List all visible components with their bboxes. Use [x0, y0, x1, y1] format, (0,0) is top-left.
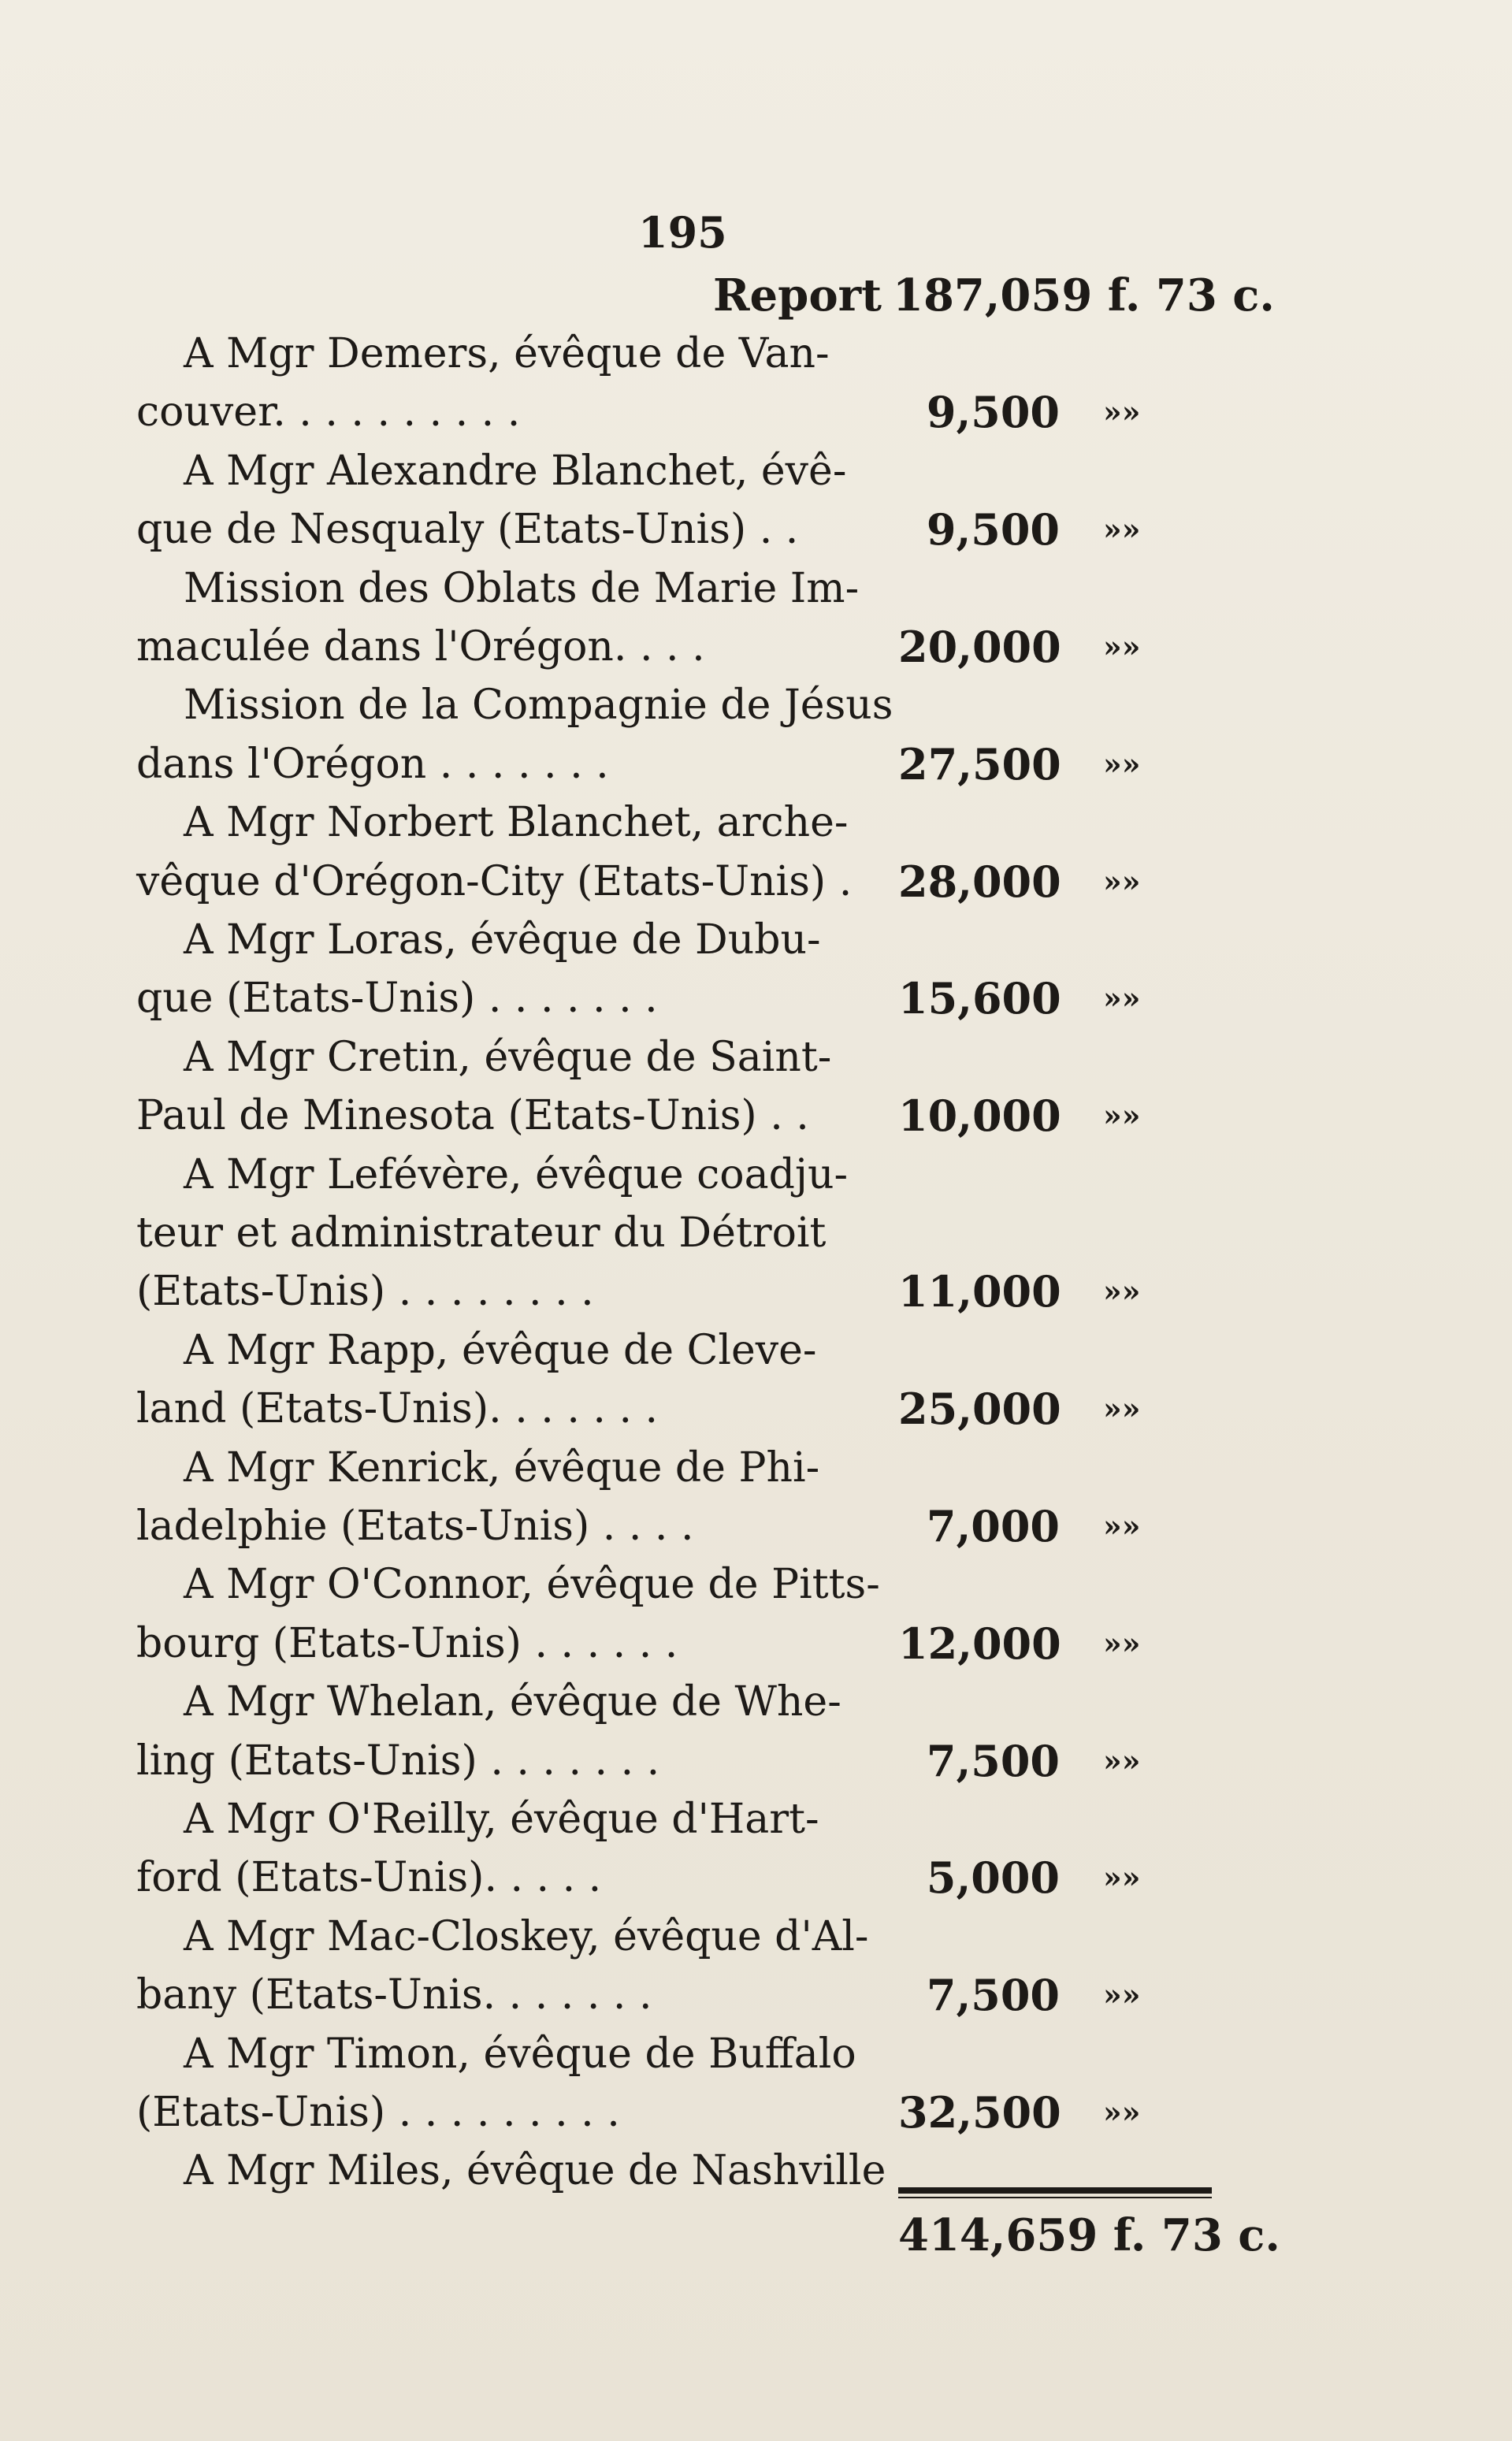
entry-text-line: Paul de Minesota (Etats-Unis) . .: [136, 1092, 809, 1140]
entry-text-line: (Etats-Unis) . . . . . . . .: [136, 1268, 594, 1316]
entry-amount: 7,500: [926, 1735, 1060, 1786]
entry-text-line: A Mgr Cretin, évêque de Saint-: [184, 1033, 832, 1081]
entry-amount: 7,500: [926, 1970, 1060, 2021]
entry-unit: »»: [1103, 1625, 1141, 1661]
total-rule: [898, 2187, 1212, 2194]
entry-text-line: bany (Etats-Unis. . . . . . .: [136, 1971, 652, 2019]
entry-text-line: A Mgr Kenrick, évêque de Phi-: [184, 1443, 820, 1492]
entry-text-line: que (Etats-Unis) . . . . . . .: [136, 975, 658, 1023]
entry-unit: »»: [1103, 863, 1141, 899]
entry-amount: 15,600: [898, 973, 1061, 1024]
entry-text-line: que de Nesqualy (Etats-Unis) . .: [136, 506, 799, 554]
entry-text-line: bourg (Etats-Unis) . . . . . .: [136, 1619, 678, 1667]
entry-amount: 28,000: [898, 856, 1061, 907]
entry-unit: »»: [1103, 1742, 1141, 1778]
entry-text-line: ford (Etats-Unis). . . . .: [136, 1854, 602, 1902]
entry-text-line: A Mgr Demers, évêque de Van-: [184, 330, 830, 377]
total-amount: 414,659 f. 73 c.: [898, 2209, 1280, 2261]
entry-text-line: A Mgr Whelan, évêque de Whe-: [184, 1678, 841, 1726]
entry-text-line: A Mgr Rapp, évêque de Cleve-: [184, 1326, 817, 1374]
entry-unit: »»: [1103, 1977, 1141, 2013]
entry-amount: 7,000: [926, 1500, 1060, 1551]
entry-text-line: teur et administrateur du Détroit: [136, 1209, 827, 1257]
entry-text-line: A Mgr Loras, évêque de Dubu-: [184, 916, 821, 964]
entry-unit: »»: [1103, 628, 1141, 664]
entry-text-line: maculée dans l'Orégon. . . .: [136, 622, 705, 671]
entry-amount: 9,500: [926, 387, 1060, 438]
entry-text-line: A Mgr Alexandre Blanchet, évê-: [184, 447, 847, 495]
entry-amount: 27,500: [898, 738, 1061, 790]
entry-text-line: dans l'Orégon . . . . . . .: [136, 740, 609, 788]
entry-unit: »»: [1103, 511, 1141, 548]
entry-text-line: A Mgr Mac-Closkey, évêque d'Al-: [184, 1912, 869, 1960]
entry-unit: »»: [1103, 1391, 1141, 1427]
total-rule-thin: [898, 2197, 1212, 2198]
entry-text-line: ladelphie (Etats-Unis) . . . .: [136, 1502, 694, 1550]
entry-unit: »»: [1103, 1507, 1141, 1544]
entry-amount: 32,500: [898, 2086, 1061, 2138]
entry-unit: »»: [1103, 2094, 1141, 2130]
entry-text-line: A Mgr O'Connor, évêque de Pitts-: [184, 1561, 880, 1609]
entry-unit: »»: [1103, 1273, 1141, 1310]
entry-amount: 20,000: [898, 621, 1061, 672]
entry-text-line: A Mgr O'Reilly, évêque d'Hart-: [184, 1796, 819, 1843]
entry-text-line: A Mgr Norbert Blanchet, arche-: [184, 799, 849, 847]
entry-text-line: (Etats-Unis) . . . . . . . . .: [136, 2088, 620, 2136]
entry-text-line: A Mgr Lefévère, évêque coadju-: [184, 1150, 849, 1198]
entry-unit: »»: [1103, 394, 1141, 430]
page-number: 195: [638, 207, 727, 258]
entry-amount: 5,000: [926, 1852, 1060, 1904]
entry-text-line: land (Etats-Unis). . . . . . .: [136, 1385, 659, 1433]
entry-amount: 25,000: [898, 1384, 1061, 1435]
entry-text-line: couver. . . . . . . . . .: [136, 388, 521, 437]
entry-text-line: Mission des Oblats de Marie Im-: [184, 564, 860, 612]
entry-text-line: ling (Etats-Unis) . . . . . . .: [136, 1737, 660, 1785]
entry-text-line: A Mgr Timon, évêque de Buffalo: [184, 2030, 856, 2078]
entry-unit: »»: [1103, 980, 1141, 1016]
entry-amount: 9,500: [926, 504, 1060, 555]
entry-amount: 12,000: [898, 1618, 1061, 1669]
entry-unit: »»: [1103, 745, 1141, 782]
entry-amount: 10,000: [898, 1090, 1061, 1142]
entry-unit: »»: [1103, 1098, 1141, 1134]
entry-amount: 11,000: [898, 1266, 1061, 1317]
entry-text-line: vêque d'Orégon-City (Etats-Unis) .: [136, 857, 853, 905]
entry-text-line: A Mgr Miles, évêque de Nashville: [184, 2147, 886, 2195]
entry-unit: »»: [1103, 1860, 1141, 1896]
report-label: Report: [713, 269, 882, 321]
report-amount: 187,059 f. 73 c.: [893, 269, 1275, 321]
entry-text-line: Mission de la Compagnie de Jésus: [184, 682, 893, 730]
